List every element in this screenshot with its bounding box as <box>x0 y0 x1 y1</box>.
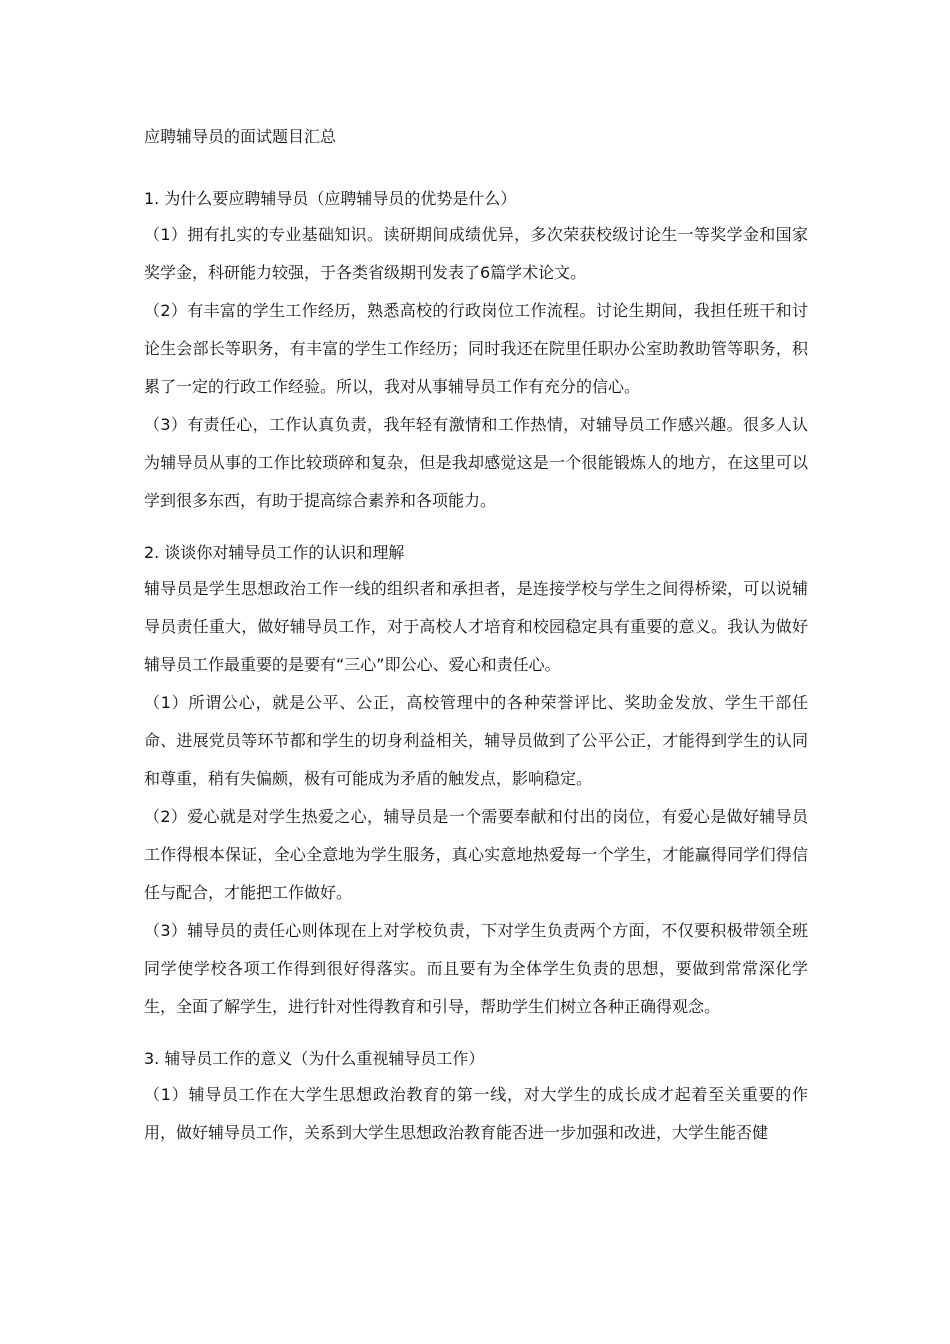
paragraph: （2）有丰富的学生工作经历，熟悉高校的行政岗位工作流程。讨论生期间，我担任班干和讨论生会部长等职务，有丰富的学生工作经历；同时我还在院里任职办公室助教助管等职务，积累了一定的行政工作经验。所以，我对从事辅导员工作有充分的信心。 <box>144 301 808 396</box>
paragraph: （1）辅导员工作在大学生思想政治教育的第一线，对大学生的成长成才起着至关重要的作用，做好辅导员工作，关系到大学生思想政治教育能否进一步加强和改进，大学生能否健 <box>144 1085 808 1142</box>
paragraph: （3）辅导员的责任心则体现在上对学校负责，下对学生负责两个方面，不仅要积极带领全班同学使学校各项工作得到很好得落实。而且要有为全体学生负责的思想，要做到常常深化学生，全面了解学生，进行针对性得教育和引导，帮助学生们树立各种正确得观念。 <box>144 921 808 1016</box>
section-heading: 2. 谈谈你对辅导员工作的认识和理解 <box>144 543 405 562</box>
document-page <box>144 120 808 1152</box>
paragraph: 辅导员是学生思想政治工作一线的组织者和承担者，是连接学校与学生之间得桥梁，可以说辅导员责任重大，做好辅导员工作，对于高校人才培育和校园稳定具有重要的意义。我认为做好辅导员工作最重要的是要有“三心”即公心、爱心和责任心。 <box>144 579 808 674</box>
spacer <box>144 1026 808 1042</box>
spacer <box>144 520 808 536</box>
section-2 <box>144 536 808 1026</box>
section-heading: 3. 辅导员工作的意义（为什么重视辅导员工作） <box>144 1049 485 1068</box>
paragraph: （1）所谓公心，就是公平、公正，高校管理中的各种荣誉评比、奖助金发放、学生干部任命、进展党员等环节都和学生的切身利益相关，辅导员做到了公平公正，才能得到学生的认同和尊重，稍有失偏颇，极有可能成为矛盾的触发点，影响稳定。 <box>144 693 808 788</box>
section-heading: 1. 为什么要应聘辅导员（应聘辅导员的优势是什么） <box>144 189 517 208</box>
section-1 <box>144 182 808 520</box>
paragraph: （1）拥有扎实的专业基础知识。读研期间成绩优异，多次荣获校级讨论生一等奖学金和国家奖学金，科研能力较强，于各类省级期刊发表了6篇学术论文。 <box>144 225 808 282</box>
paragraph: （3）有责任心，工作认真负责，我年轻有激情和工作热情，对辅导员工作感兴趣。很多人认为辅导员从事的工作比较琐碎和复杂，但是我却感觉这是一个很能锻炼人的地方，在这里可以学到很多东西，有助于提高综合素养和各项能力。 <box>144 415 808 510</box>
document-title: 应聘辅导员的面试题目汇总 <box>144 127 337 146</box>
spacer <box>144 166 808 182</box>
section-3 <box>144 1042 808 1152</box>
paragraph: （2）爱心就是对学生热爱之心，辅导员是一个需要奉献和付出的岗位，有爱心是做好辅导员工作得根本保证，全心全意地为学生服务，真心实意地热爱每一个学生，才能赢得同学们得信任与配合，才能把工作做好。 <box>144 807 808 902</box>
